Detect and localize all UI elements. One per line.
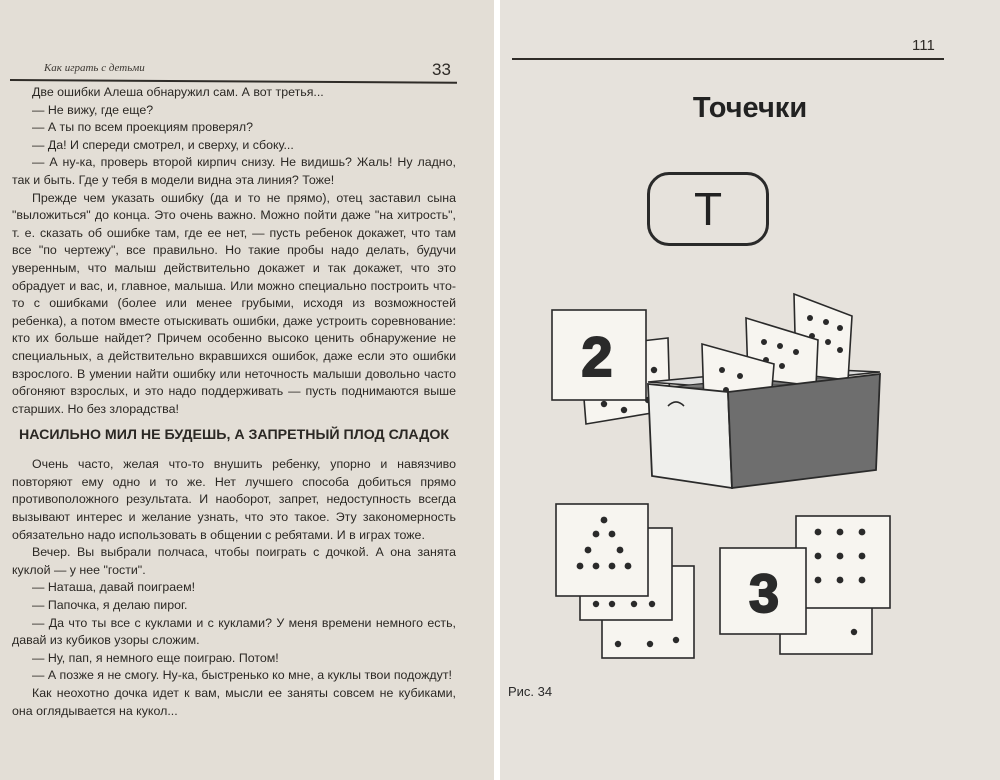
dot bbox=[807, 315, 813, 321]
paragraph: Очень часто, желая что-то внушить ребенку, упорно и навязчиво повторяют ему одно и то же. Нет лучшего способа добиться прямо противоположного результата. И наоборот, запрет, недоступность всегда вызывают интерес и желание узнать, что это такое. Эту закономерность обязательно надо использовать в общении с ребятами. И в играх тоже. bbox=[12, 457, 456, 542]
page-number: 111 bbox=[912, 37, 935, 54]
left-page bbox=[0, 0, 494, 780]
letter-t: Т bbox=[693, 183, 723, 235]
right-photo bbox=[500, 0, 1000, 780]
running-header: Как играть с детьми bbox=[44, 62, 145, 74]
card-stack-triangle bbox=[556, 504, 694, 658]
page-title: Точечки bbox=[692, 92, 808, 124]
paragraph: Две ошибки Алеша обнаружил сам. А вот третья... bbox=[32, 85, 324, 99]
paragraph: — Наташа, давай поиграем! bbox=[32, 580, 196, 595]
section-heading: НАСИЛЬНО МИЛ НЕ БУДЕШЬ, А ЗАПРЕТНЫЙ ПЛОД СЛАДОК bbox=[18, 427, 450, 444]
body-text bbox=[12, 84, 456, 720]
paragraph: — Да что ты все с куклами и с куклами? У меня времени немного есть, давай из кубиков узоры сложим. bbox=[12, 615, 456, 648]
right-page bbox=[500, 0, 1000, 780]
paragraph: — Да! И спереди смотрел, и сверху, и сбоку... bbox=[32, 137, 294, 152]
paragraph: Как неохотно дочка идет к вам, мысли ее заняты совсем не кубиками, она оглядывается на кукол... bbox=[12, 686, 456, 718]
paragraphs-before bbox=[12, 84, 456, 418]
dot bbox=[837, 347, 843, 353]
dot bbox=[837, 325, 843, 331]
figure-caption: Рис. 34 bbox=[508, 684, 553, 699]
card bbox=[796, 516, 890, 608]
left-photo bbox=[0, 0, 494, 780]
dot bbox=[779, 363, 785, 369]
paragraphs-after bbox=[12, 456, 456, 720]
dot bbox=[825, 339, 831, 345]
card-box bbox=[648, 294, 880, 488]
paragraph: — Не вижу, где еще? bbox=[32, 102, 154, 117]
paragraph: — Папочка, я делаю пирог. bbox=[32, 598, 188, 613]
box-left-side bbox=[648, 384, 732, 488]
paragraph: — А ты по всем проекциям проверял? bbox=[32, 120, 253, 135]
box-front bbox=[728, 374, 880, 488]
paragraph: — А ну-ка, проверь второй кирпич снизу. Не видишь? Жаль! Ну ладно, так и быть. Где у тебя в модели видна эта линия? Тоже! bbox=[12, 155, 456, 187]
dot bbox=[761, 339, 767, 345]
paragraph: — А позже я не смогу. Ну-ка, быстренько ко мне, а куклы твои подождут! bbox=[32, 668, 452, 683]
card-stack-three bbox=[720, 516, 890, 654]
dot bbox=[823, 319, 829, 325]
dot bbox=[601, 401, 607, 407]
card-number-two: 2 bbox=[581, 325, 613, 388]
dot bbox=[737, 373, 743, 379]
card-number-three: 3 bbox=[748, 564, 780, 624]
dot bbox=[621, 407, 627, 413]
figure-illustration bbox=[500, 0, 1000, 780]
dot bbox=[777, 343, 783, 349]
page-number: 33 bbox=[432, 60, 451, 79]
dot bbox=[719, 367, 725, 373]
paragraph: Вечер. Вы выбрали полчаса, чтобы поиграть с дочкой. А она занята куклой — у нее "гости". bbox=[12, 545, 456, 577]
dot bbox=[793, 349, 799, 355]
paragraph: — Ну, пап, я немного еще поиграю. Потом! bbox=[32, 650, 279, 665]
dot bbox=[651, 367, 657, 373]
paragraph: Прежде чем указать ошибку (да и то не прямо), отец заставил сына "выложиться" до конца. Это очень важно. Можно пойти даже "на хитрость", т. е. сказать об ошибке там, где ее нет, — пусть ребенок докажет, что там все "по чертежу", все правильно. Но такие пробы надо делать, будучи уверенным, что малыш действительно докажет и так докажет, что это обрадует и вас, и, главное, малыша. Или можно специально построить что-то с ошибками (более или менее грубыми, исходя из возможностей ребенка), а потом вместе отыскивать ошибки, даже устроить соревнование: кто их больше найдет? Причем особенно высоко ценить обнаружение не специальных, а действительно вкравшихся ошибок, даже если это ошибки взрослого. В умении найти ошибку или неточность малыши довольно часто обгоняют взрослых, и это надо поддерживать — пусть поднимаются выше старших. Но без злорадства! bbox=[12, 190, 456, 416]
